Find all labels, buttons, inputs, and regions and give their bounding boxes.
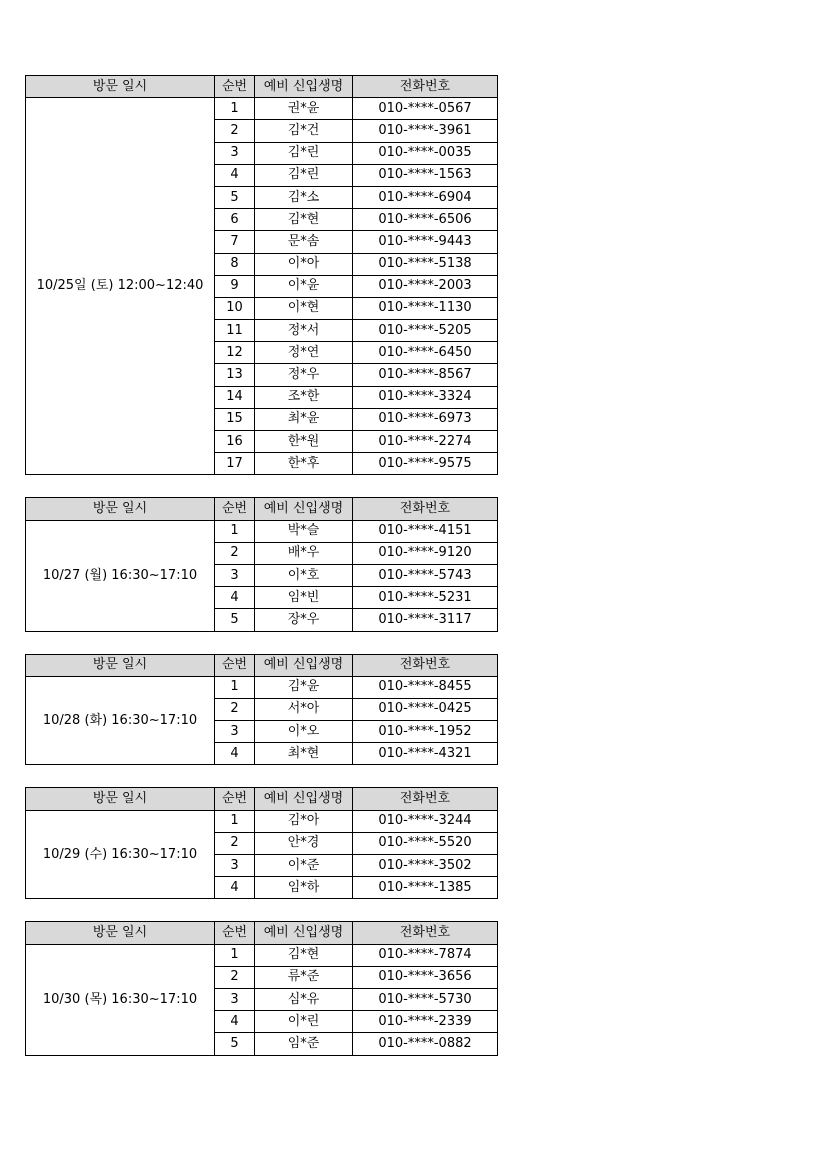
phone-number: 010-****-8455 [353,676,498,698]
student-name: 임*하 [255,877,353,899]
phone-number: 010-****-8567 [353,364,498,386]
phone-number: 010-****-9443 [353,231,498,253]
row-number: 14 [215,386,255,408]
row-number: 4 [215,877,255,899]
row-number: 12 [215,342,255,364]
phone-number: 010-****-0882 [353,1033,498,1055]
student-name: 임*빈 [255,587,353,609]
header-row [26,922,498,944]
phone-number: 010-****-5743 [353,564,498,586]
phone-number: 010-****-6973 [353,408,498,430]
row-number: 3 [215,855,255,877]
student-name: 이*준 [255,855,353,877]
row-number: 4 [215,587,255,609]
student-name: 김*린 [255,164,353,186]
row-number: 4 [215,164,255,186]
phone-number: 010-****-3324 [353,386,498,408]
student-name: 김*현 [255,944,353,966]
student-name: 안*경 [255,832,353,854]
header-number: 순번 [215,76,255,98]
header-student-name: 예비 신입생명 [255,76,353,98]
phone-number: 010-****-3244 [353,810,498,832]
phone-number: 010-****-3502 [353,855,498,877]
phone-number: 010-****-4151 [353,520,498,542]
row-number: 3 [215,142,255,164]
header-row [26,76,498,98]
student-name: 이*현 [255,297,353,319]
visit-schedule-table [25,654,498,766]
phone-number: 010-****-1563 [353,164,498,186]
phone-number: 010-****-7874 [353,944,498,966]
header-phone: 전화번호 [353,788,498,810]
student-name: 김*소 [255,186,353,208]
row-number: 2 [215,698,255,720]
phone-number: 010-****-4321 [353,743,498,765]
row-number: 3 [215,988,255,1010]
phone-number: 010-****-3961 [353,120,498,142]
student-name: 장*우 [255,609,353,631]
phone-number: 010-****-5205 [353,320,498,342]
header-visit-date: 방문 일시 [26,498,215,520]
row-number: 8 [215,253,255,275]
row-number: 15 [215,408,255,430]
header-student-name: 예비 신입생명 [255,498,353,520]
phone-number: 010-****-5138 [353,253,498,275]
phone-number: 010-****-3656 [353,966,498,988]
header-phone: 전화번호 [353,654,498,676]
table-row [26,944,498,966]
student-name: 권*윤 [255,98,353,120]
table-row [26,676,498,698]
student-name: 류*준 [255,966,353,988]
row-number: 13 [215,364,255,386]
table-row [26,810,498,832]
phone-number: 010-****-5730 [353,988,498,1010]
student-name: 최*현 [255,743,353,765]
phone-number: 010-****-2339 [353,1011,498,1033]
student-name: 이*오 [255,721,353,743]
student-name: 심*유 [255,988,353,1010]
student-name: 배*우 [255,542,353,564]
table-row [26,520,498,542]
row-number: 9 [215,275,255,297]
header-phone: 전화번호 [353,76,498,98]
student-name: 김*건 [255,120,353,142]
header-visit-date: 방문 일시 [26,76,215,98]
row-number: 10 [215,297,255,319]
student-name: 이*아 [255,253,353,275]
row-number: 3 [215,564,255,586]
row-number: 5 [215,1033,255,1055]
phone-number: 010-****-6904 [353,186,498,208]
phone-number: 010-****-9120 [353,542,498,564]
phone-number: 010-****-9575 [353,453,498,475]
visit-date-cell: 10/25일 (토) 12:00~12:40 [26,98,215,475]
header-row [26,654,498,676]
student-name: 김*윤 [255,676,353,698]
phone-number: 010-****-0567 [353,98,498,120]
phone-number: 010-****-2003 [353,275,498,297]
visit-date-cell: 10/30 (목) 16:30~17:10 [26,944,215,1055]
student-name: 서*아 [255,698,353,720]
phone-number: 010-****-1952 [353,721,498,743]
row-number: 2 [215,120,255,142]
header-number: 순번 [215,498,255,520]
header-row [26,788,498,810]
row-number: 1 [215,676,255,698]
phone-number: 010-****-6506 [353,209,498,231]
header-student-name: 예비 신입생명 [255,788,353,810]
row-number: 5 [215,609,255,631]
visit-schedule-table [25,75,498,475]
visit-date-cell: 10/27 (월) 16:30~17:10 [26,520,215,631]
phone-number: 010-****-0425 [353,698,498,720]
row-number: 11 [215,320,255,342]
student-name: 이*호 [255,564,353,586]
student-name: 김*현 [255,209,353,231]
visit-date-cell: 10/29 (수) 16:30~17:10 [26,810,215,899]
row-number: 17 [215,453,255,475]
header-number: 순번 [215,654,255,676]
row-number: 1 [215,944,255,966]
student-name: 조*한 [255,386,353,408]
student-name: 정*연 [255,342,353,364]
student-name: 최*윤 [255,408,353,430]
header-student-name: 예비 신입생명 [255,922,353,944]
row-number: 5 [215,186,255,208]
header-visit-date: 방문 일시 [26,654,215,676]
row-number: 16 [215,431,255,453]
header-phone: 전화번호 [353,498,498,520]
visit-schedule-table [25,787,498,899]
row-number: 4 [215,1011,255,1033]
header-row [26,498,498,520]
phone-number: 010-****-2274 [353,431,498,453]
header-number: 순번 [215,788,255,810]
header-visit-date: 방문 일시 [26,922,215,944]
student-name: 정*우 [255,364,353,386]
header-visit-date: 방문 일시 [26,788,215,810]
visit-schedule-table [25,497,498,631]
row-number: 1 [215,98,255,120]
header-student-name: 예비 신입생명 [255,654,353,676]
row-number: 3 [215,721,255,743]
header-phone: 전화번호 [353,922,498,944]
row-number: 2 [215,966,255,988]
student-name: 한*원 [255,431,353,453]
row-number: 6 [215,209,255,231]
phone-number: 010-****-5231 [353,587,498,609]
table-row [26,98,498,120]
phone-number: 010-****-3117 [353,609,498,631]
student-name: 임*준 [255,1033,353,1055]
schedule-tables [25,75,497,1078]
student-name: 이*린 [255,1011,353,1033]
row-number: 2 [215,832,255,854]
student-name: 문*솜 [255,231,353,253]
header-number: 순번 [215,922,255,944]
student-name: 김*아 [255,810,353,832]
student-name: 김*린 [255,142,353,164]
visit-schedule-table [25,921,498,1055]
phone-number: 010-****-0035 [353,142,498,164]
visit-date-cell: 10/28 (화) 16:30~17:10 [26,676,215,765]
phone-number: 010-****-5520 [353,832,498,854]
student-name: 한*후 [255,453,353,475]
phone-number: 010-****-1385 [353,877,498,899]
student-name: 박*슬 [255,520,353,542]
student-name: 이*윤 [255,275,353,297]
row-number: 1 [215,810,255,832]
row-number: 1 [215,520,255,542]
row-number: 4 [215,743,255,765]
row-number: 2 [215,542,255,564]
phone-number: 010-****-1130 [353,297,498,319]
phone-number: 010-****-6450 [353,342,498,364]
student-name: 정*서 [255,320,353,342]
row-number: 7 [215,231,255,253]
